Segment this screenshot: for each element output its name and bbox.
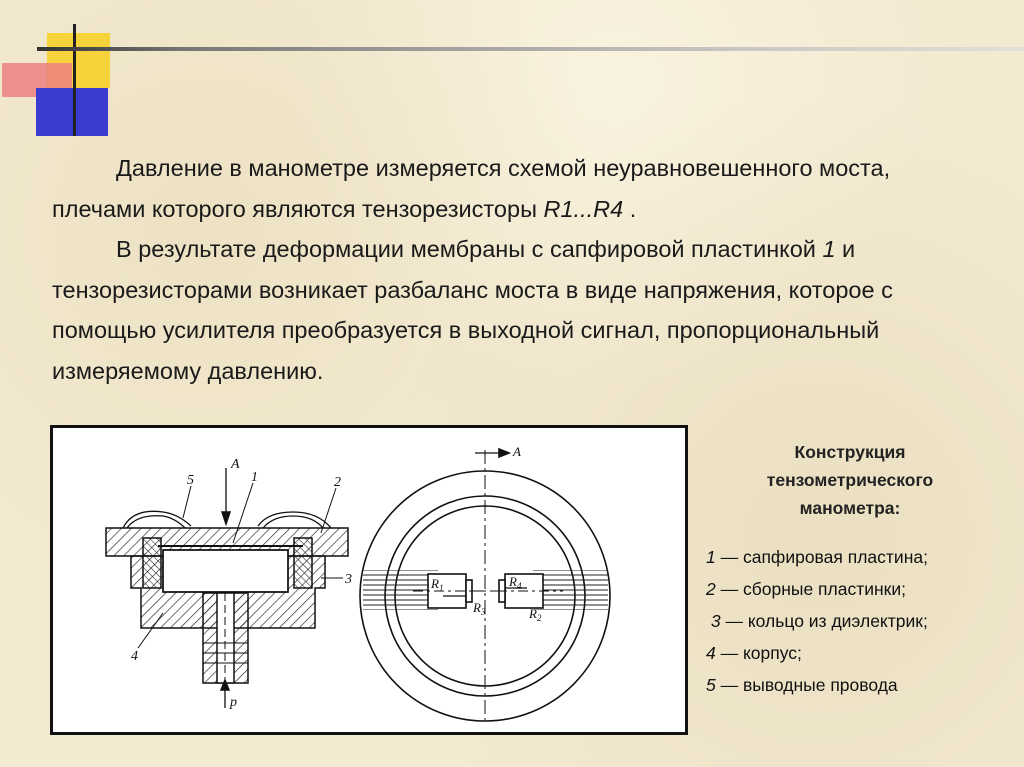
paragraph-1-text: Давление в манометре измеряется схемой неуравновешенного моста, плечами которого являются тензорезисторы	[52, 155, 891, 222]
legend	[706, 541, 1006, 701]
legend-item: 2 — сборные пластинки;	[706, 579, 906, 599]
cross-section-view	[106, 468, 348, 708]
paragraph-1	[52, 148, 982, 229]
label-5: 5	[187, 473, 194, 488]
legend-item: 1 — сапфировая пластина;	[706, 547, 928, 567]
caption-line-1: Конструкция	[794, 442, 906, 462]
label-p: p	[230, 695, 237, 710]
label-r1: $R_1$	[431, 576, 444, 593]
label-a-left: A	[231, 457, 240, 472]
paragraph-2	[52, 229, 982, 391]
paragraph-2-text: В результате деформации мембраны с сапфировой пластинкой	[116, 236, 823, 262]
label-r3: $R_3$	[473, 600, 486, 617]
caption-line-3: манометра:	[799, 498, 901, 518]
label-3: 3	[345, 572, 352, 587]
manometer-drawing-svg	[53, 428, 685, 732]
deco-horizontal-line	[37, 47, 1024, 51]
paragraph-1-end: .	[623, 195, 637, 222]
label-4: 4	[131, 649, 138, 664]
figure-caption	[700, 438, 1000, 522]
legend-item: 4 — корпус;	[706, 643, 802, 663]
manometer-drawing	[50, 425, 688, 735]
label-a-right: A	[513, 444, 521, 459]
label-r2: $R_2$	[529, 606, 542, 623]
main-text	[52, 148, 982, 391]
plate-number: 1	[822, 236, 836, 262]
label-1: 1	[251, 470, 258, 485]
label-2: 2	[334, 475, 341, 490]
resistor-range: R1...R4	[543, 195, 624, 222]
paragraph-2-end: и тензорезисторами возникает разбаланс моста в виде напряжения, которое с помощью усилителя преобразуется в выходной сигнал, пропорциональный измеряемому давлению.	[52, 236, 893, 384]
deco-vertical-line	[73, 24, 76, 136]
deco-blue-square	[36, 88, 108, 136]
corner-decoration	[0, 0, 1024, 150]
caption-line-2: тензометрического	[766, 470, 934, 490]
legend-item: 3 — кольцо из диэлектрик;	[706, 611, 928, 631]
label-r4: $R_4$	[509, 574, 522, 591]
top-view	[360, 449, 610, 723]
legend-item: 5 — выводные провода	[706, 675, 898, 695]
